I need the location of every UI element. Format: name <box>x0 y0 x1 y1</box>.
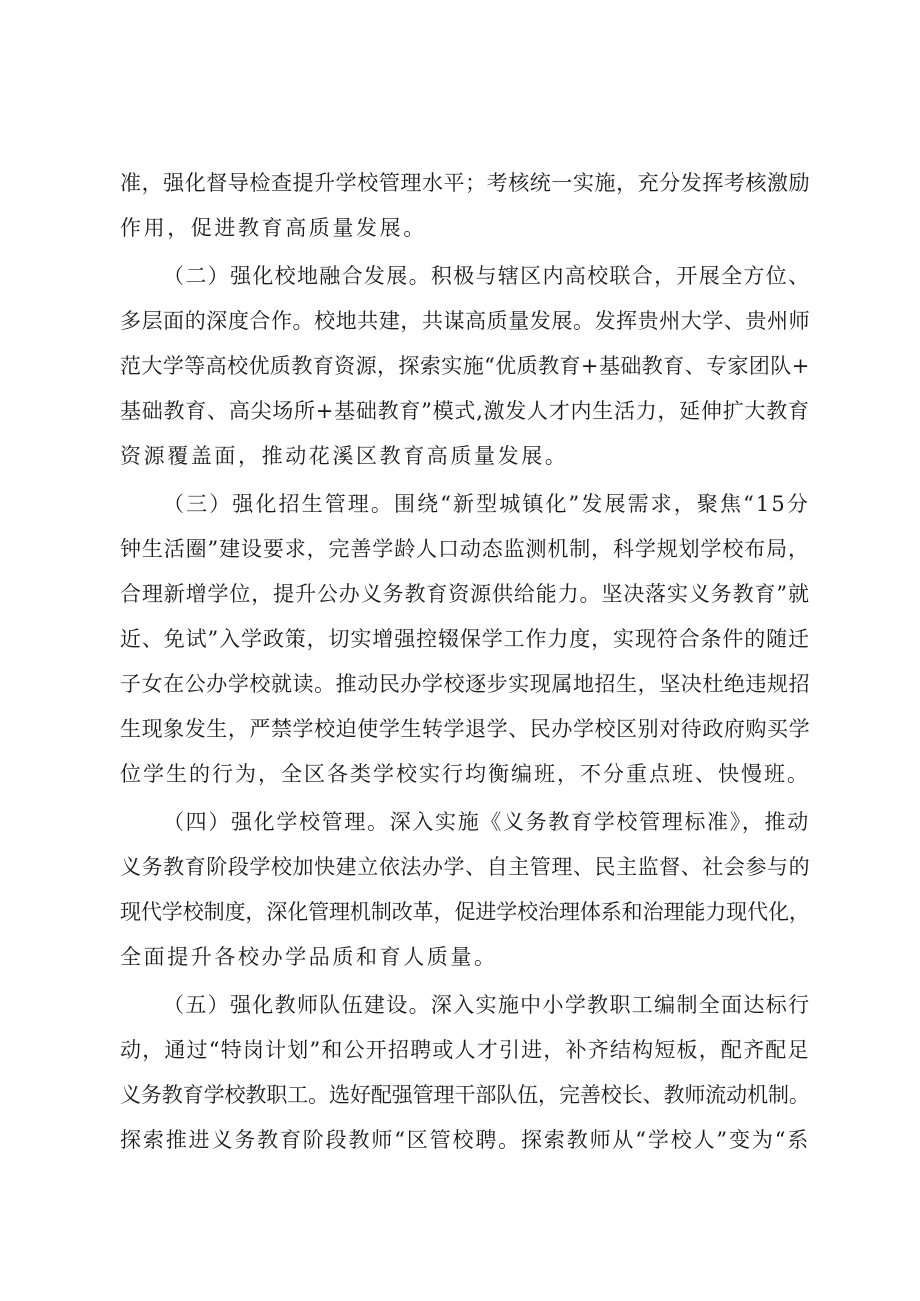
section-heading-line: （三）强化招生管理。围绕“新型城镇化”发展需求，聚焦“15分 <box>163 492 810 516</box>
text-line: 生现象发生，严禁学校迫使学生转学退学、民办学校区别对待政府购买学 <box>120 717 811 741</box>
text-line: 现代学校制度，深化管理机制改革，促进学校治理体系和治理能力现代化， <box>120 900 810 924</box>
section-heading-line: （五）强化教师队伍建设。深入实施中小学教职工编制全面达标行 <box>163 993 811 1017</box>
text-line: 义务教育阶段学校加快建立依法办学、自主管理、民主监督、社会参与的 <box>120 855 811 879</box>
section-heading-line: （四）强化学校管理。深入实施《义务教育学校管理标准》，推动 <box>163 810 810 834</box>
text-line: 合理新增学位，提升公办义务教育资源供给能力。坚决落实义务教育”就 <box>120 582 810 606</box>
text-line: 基础教育、高尖场所+基础教育”模式,激发人才内生活力，延伸扩大教育 <box>120 399 810 423</box>
text-line: 探索推进义务教育阶段教师“区管校聘。探索教师从“学校人”变为“系 <box>120 1128 811 1152</box>
text-line: 位学生的行为，全区各类学校实行均衡编班，不分重点班、快慢班。 <box>120 762 810 786</box>
text-line: 多层面的深度合作。校地共建，共谋高质量发展。发挥贵州大学、贵州师 <box>120 309 811 333</box>
text-line: 义务教育学校教职工。选好配强管理干部队伍，完善校长、教师流动机制。 <box>120 1083 810 1107</box>
text-line: 子女在公办学校就读。推动民办学校逐步实现属地招生，坚决杜绝违规招 <box>120 672 811 696</box>
text-line: 作用，促进教育高质量发展。 <box>120 216 427 240</box>
text-line: 准，强化督导检查提升学校管理水平；考核统一实施，充分发挥考核激励 <box>120 171 811 195</box>
text-line: 动，通过“特岗计划”和公开招聘或人才引进，补齐结构短板，配齐配足 <box>120 1038 810 1062</box>
text-line: 钟生活圈”建设要求，完善学龄人口动态监测机制，科学规划学校布局， <box>120 537 810 561</box>
text-line: 全面提升各校办学品质和育人质量。 <box>120 945 498 969</box>
text-line: 范大学等高校优质教育资源，探索实施“优质教育+基础教育、专家团队+ <box>120 354 810 378</box>
section-heading-line: （二）强化校地融合发展。积极与辖区内高校联合，开展全方位、 <box>163 264 811 288</box>
text-line: 近、免试”入学政策，切实增强控辍保学工作力度，实现符合条件的随迁 <box>120 627 810 651</box>
text-line: 资源覆盖面，推动花溪区教育高质量发展。 <box>120 444 569 468</box>
